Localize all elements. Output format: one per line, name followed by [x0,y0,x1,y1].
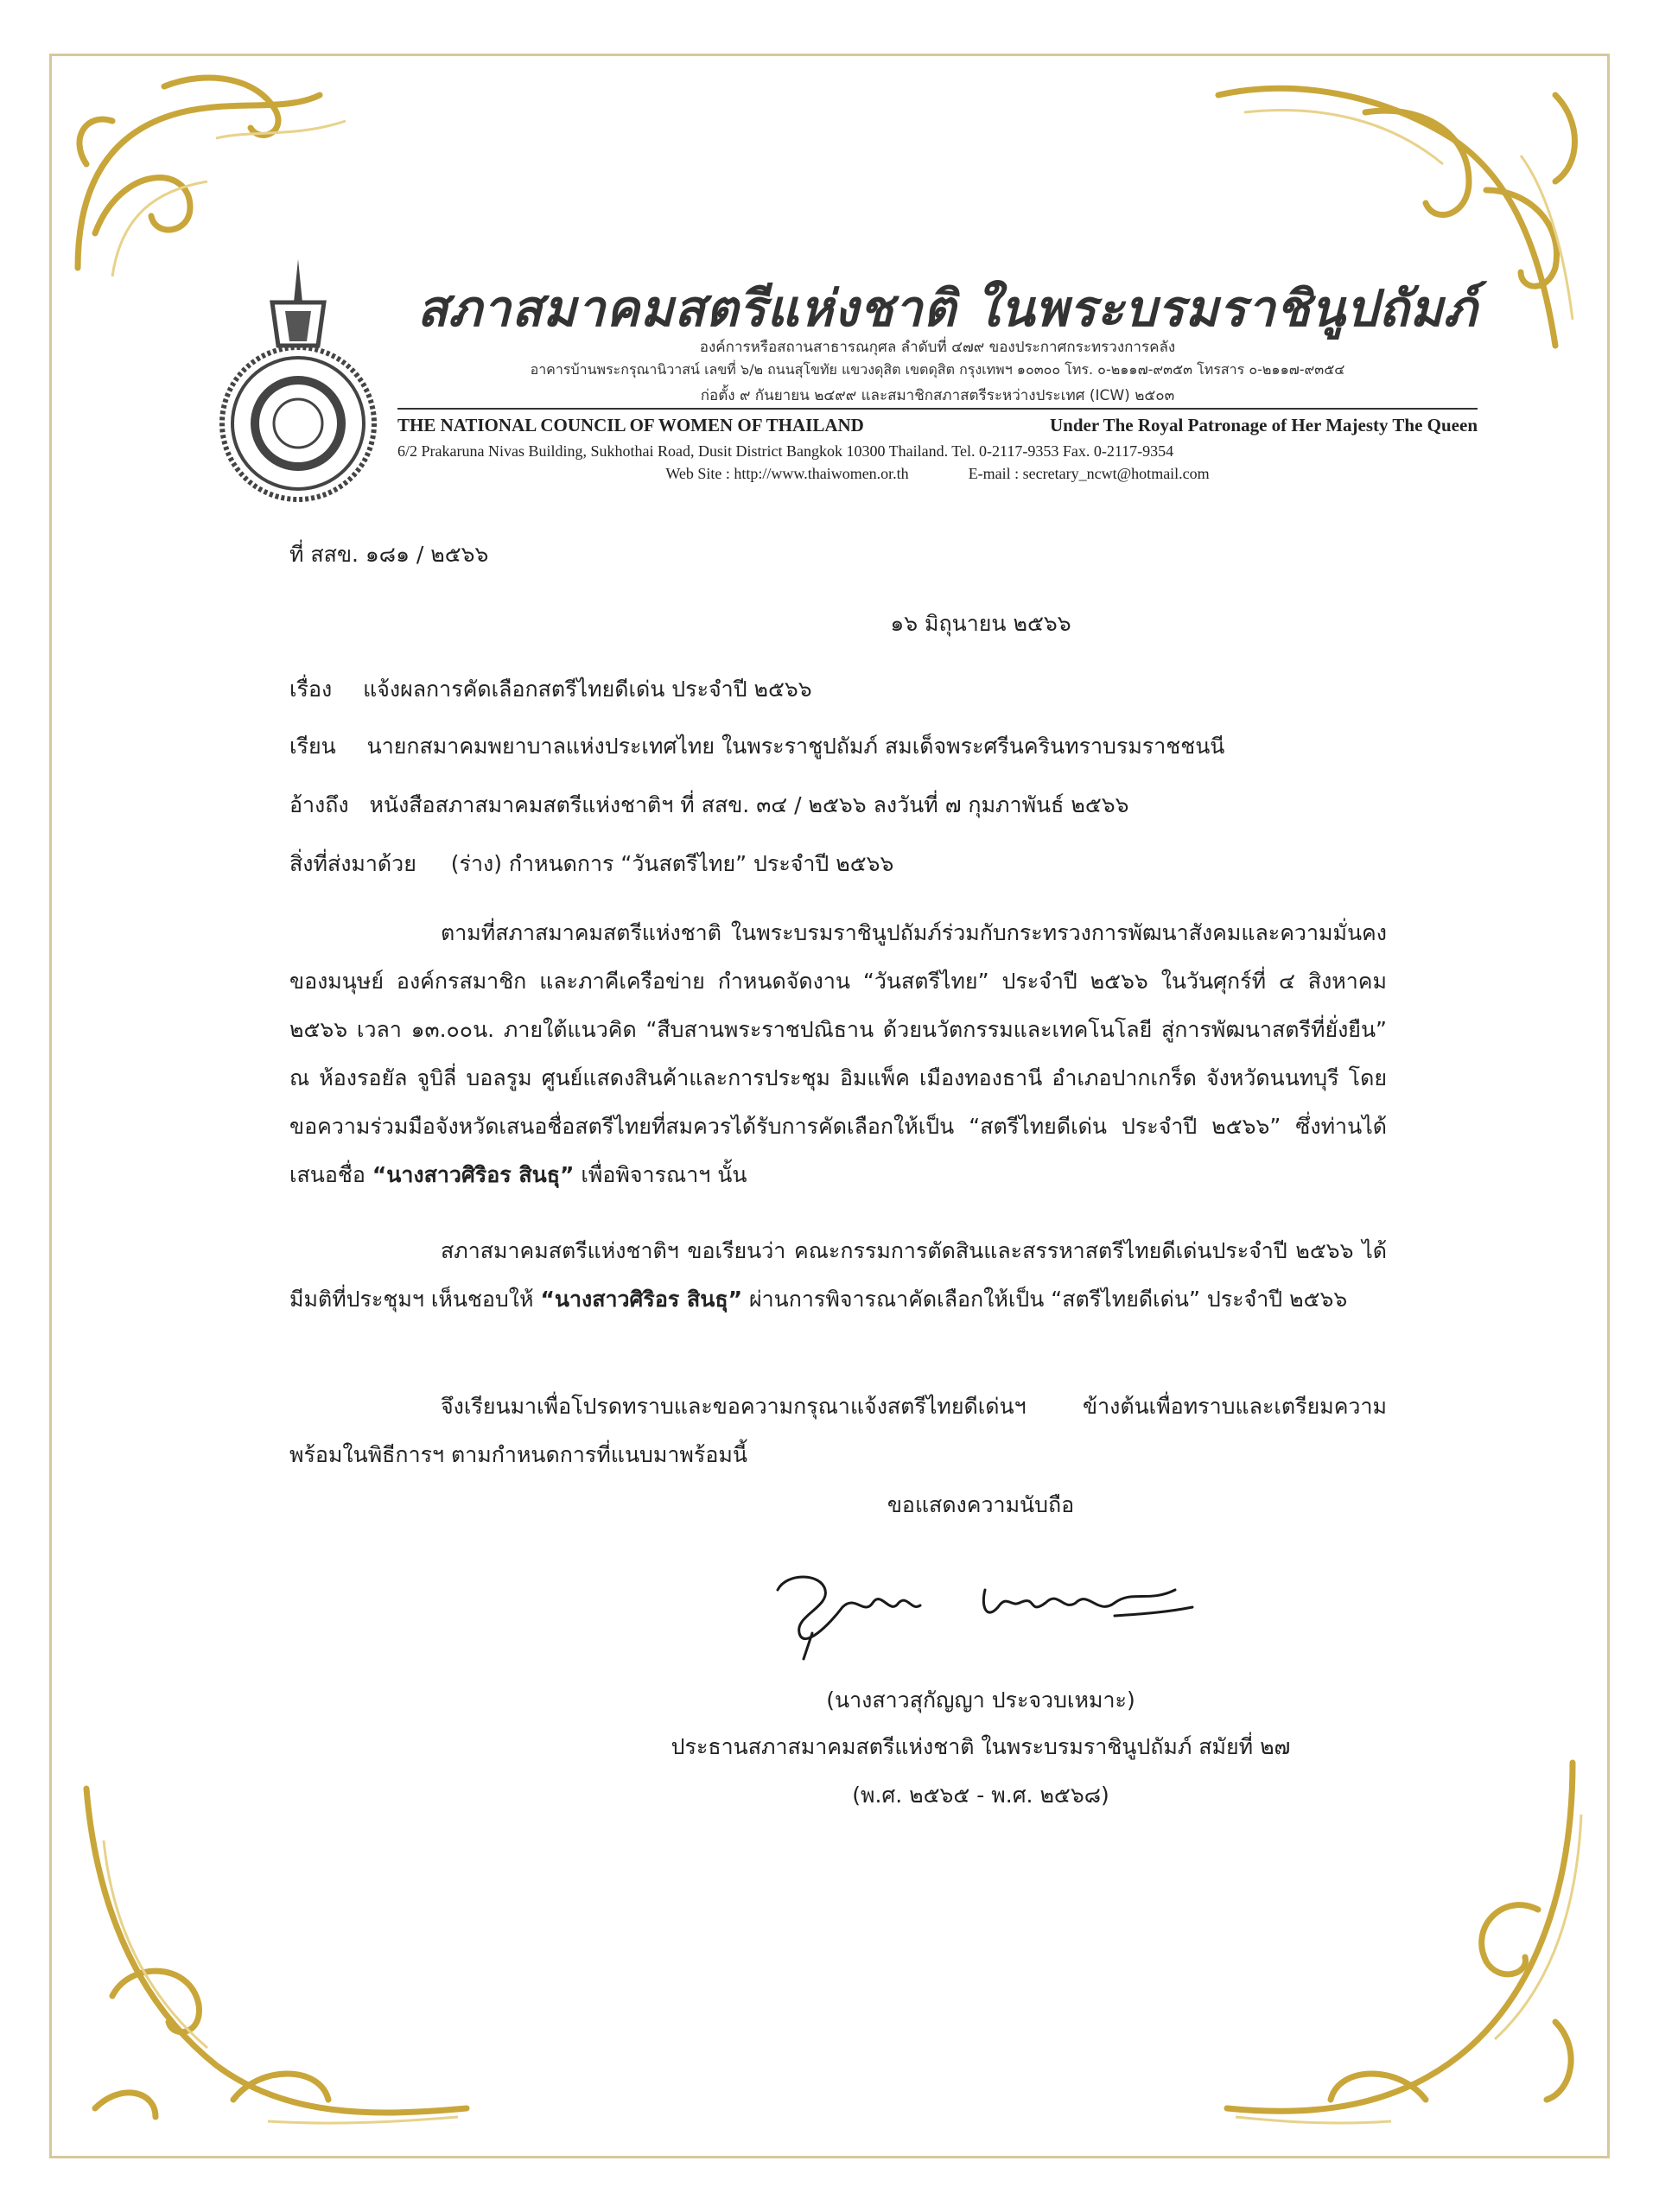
reference-label: อ้างถึง [289,792,349,817]
org-founded-line: ก่อตั้ง ๙ กันยายน ๒๔๙๙ และสมาชิกสภาสตรีระหว่างประเทศ (ICW) ๒๕๐๓ [700,387,1175,404]
ornament-bottom-left [60,1737,493,2152]
org-patronage-english: Under The Royal Patronage of Her Majesty The Queen [1049,415,1478,435]
nominee-name-2: “นางสาวศิริอร สินธุ” [540,1287,743,1312]
org-address-thai: อาคารบ้านพระกรุณานิวาสน์ เลขที่ ๖/๒ ถนนสุโขทัย แขวงดุสิต เขตดุสิต กรุงเทพฯ ๑๐๓๐๐ โทร. ๐-๒๑๑๗-๙๓๕๓ โทรสาร ๐-๒๑๑๗-๙๓๕๔ [530,361,1345,378]
paragraph-1-text: ตามที่สภาสมาคมสตรีแห่งชาติ ในพระบรมราชินูปถัมภ์ร่วมกับกระทรวงการพัฒนาสังคมและความมั่นคงของมนุษย์ องค์กรสมาชิก และภาคีเครือข่าย กำหนดจัดงาน “วันสตรีไทย” ประจำปี ๒๕๖๖ ในวันศุกร์ที่ ๔ สิงหาคม ๒๕๖๖ เวลา ๑๓.๐๐น. ภายใต้แนวคิด “สืบสานพระราชปณิธาน ด้วยนวัตกรรมและเทคโนโลยี สู่การพัฒนาสตรีที่ยั่งยืน” ณ ห้องรอยัล จูบิลี่ บอลรูม ศูนย์แสดงสินค้าและการประชุม อิมแพ็ค เมืองทองธานี อำเภอปากเกร็ด จังหวัดนนทบุรี โดยขอความร่วมมือจังหวัดเสนอชื่อสตรีไทยที่สมควรได้รับการคัดเลือกให้เป็น “สตรีไทยดีเด่น ประจำปี ๒๕๖๖” ซึ่งท่านได้เสนอชื่อ [289,920,1387,1187]
paragraph-1-end: เพื่อพิจารณาฯ นั้น [581,1162,747,1187]
letter-date: ๑๖ มิถุนายน ๒๕๖๖ [890,611,1071,636]
subject-label: เรื่อง [289,677,333,702]
council-seal-logo [216,251,380,510]
letterhead [216,242,1478,518]
header-divider [397,408,1478,410]
recipient-text: นายกสมาคมพยาบาลแห่งประเทศไทย ในพระราชูปถัมภ์ สมเด็จพระศรีนครินทราบรมราชชนนี [366,734,1225,759]
recipient-label: เรียน [289,734,336,759]
closing-salutation: ขอแสดงความนับถือ [887,1492,1075,1517]
enclosure-text: (ร่าง) กำหนดการ “วันสตรีไทย” ประจำปี ๒๕๖๖ [450,851,894,876]
handwritten-signature [760,1555,1210,1668]
org-registration-line: องค์การหรือสถานสาธารณกุศล ลำดับที่ ๔๗๙ ของประกาศกระทรวงการคลัง [699,339,1176,356]
signer-term: (พ.ศ. ๒๕๖๕ - พ.ศ. ๒๕๖๘) [852,1783,1109,1808]
paragraph-2 [289,1227,1387,1324]
org-name-english-row [397,415,1478,436]
enclosure-row [289,850,1387,879]
org-name-thai: สภาสมาคมสตรีแห่งชาติ ในพระบรมราชินูปถัมภ์ [416,279,1478,338]
org-address-english: 6/2 Prakaruna Nivas Building, Sukhothai Road, Dusit District Bangkok 10300 Thailand. Tel. 0-2117-9353 Fax. 0-2117-9354 [397,442,1174,460]
subject-row [289,676,1387,704]
enclosure-label: สิ่งที่ส่งมาด้วย [289,851,416,876]
website-link[interactable]: Web Site : http://www.thaiwomen.or.th [665,465,909,482]
org-contact-row [397,465,1478,483]
subject-text: แจ้งผลการคัดเลือกสตรีไทยดีเด่น ประจำปี ๒๕๖๖ [363,677,812,702]
paragraph-2-end: ผ่านการพิจารณาคัดเลือกให้เป็น “สตรีไทยดีเด่น” ประจำปี ๒๕๖๖ [748,1287,1348,1312]
reference-text: หนังสือสภาสมาคมสตรีแห่งชาติฯ ที่ สสข. ๓๔ / ๒๕๖๖ ลงวันที่ ๗ กุมภาพันธ์ ๒๕๖๖ [369,792,1129,817]
nominee-name: “นางสาวศิริอร สินธุ” [372,1162,575,1187]
org-name-english: THE NATIONAL COUNCIL OF WOMEN OF THAILAND [397,415,864,435]
paragraph-2-text: สภาสมาคมสตรีแห่งชาติฯ ขอเรียนว่า คณะกรรมการตัดสินและสรรหาสตรีไทยดีเด่นประจำปี ๒๕๖๖ ได้มีมติที่ประชุมฯ เห็นชอบให้ [289,1238,1387,1312]
reference-row [289,791,1387,820]
email-link[interactable]: E-mail : secretary_ncwt@hotmail.com [968,465,1210,482]
recipient-row [289,733,1387,761]
signer-title: ประธานสภาสมาคมสตรีแห่งชาติ ในพระบรมราชินูปถัมภ์ สมัยที่ ๒๗ [671,1734,1291,1759]
paragraph-3 [289,1382,1387,1479]
paragraph-3-text: จึงเรียนมาเพื่อโปรดทราบและขอความกรุณาแจ้งสตรีไทยดีเด่นฯ ข้างต้นเพื่อทราบและเตรียมความพร้อมในพิธีการฯ ตามกำหนดการที่แนบมาพร้อมนี้ [289,1394,1387,1467]
signer-name: (นางสาวสุกัญญา ประจวบเหมาะ) [826,1688,1135,1713]
paragraph-1 [289,909,1387,1199]
reference-number: ที่ สสข. ๑๘๑ / ๒๕๖๖ [289,542,489,567]
